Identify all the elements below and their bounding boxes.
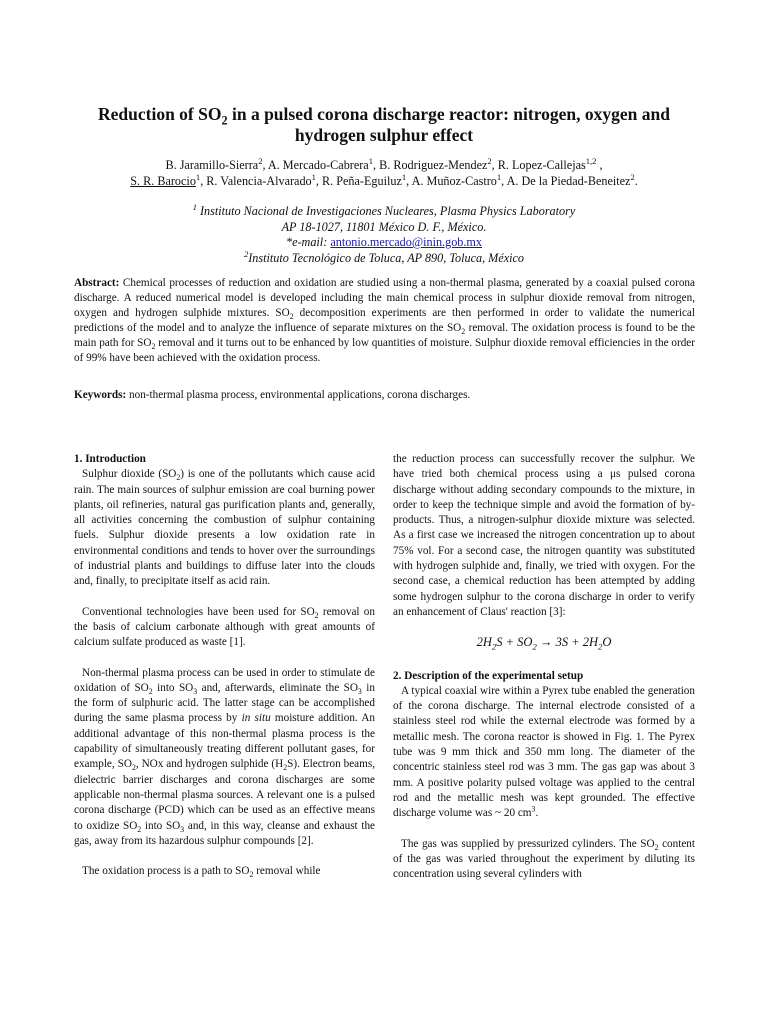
corresponding-author: S. R. Barocio — [130, 174, 196, 188]
section-heading-experimental-setup: 2. Description of the experimental setup — [393, 669, 584, 682]
equation-claus-reaction: $2H_2S + SO_2 \to 3S + 2H_2O$ — [476, 635, 612, 652]
paper-title: Reduction of $SO_2$ in a pulsed corona discharge reactor: nitrogen, oxygen and hydrogen sulphur effect — [98, 104, 670, 145]
paragraph: Conventional technologies have been used for $SO_2$ removal on the basis of calcium carbonate although with great amounts of calcium sulfate produced as waste [1]. — [74, 605, 375, 649]
email-link[interactable]: antonio.mercado@inin.gob.mx — [330, 235, 483, 249]
keywords: Keywords: non-thermal plasma process, environmental applications, corona discharges. — [74, 389, 471, 401]
left-column — [74, 452, 375, 894]
paragraph: A typical coaxial wire within a Pyrex tube enabled the generation of the corona discharge. The internal electrode consisted of a stainless steel rod while the external electrode was formed by a metallic mesh. The corona reactor is showed in Fig. 1. The Pyrex tube was 9 mm thick and 350 mm long. The diameter of the concentric stainless steel rod was 3 mm. The gas gap was about 3 mm. A positive polarity pulsed voltage was applied to the central rod and the metallic mesh was kept grounded. The effective discharge volume was ~ 20 $cm^3$. — [393, 684, 695, 820]
paragraph: The gas was supplied by pressurized cylinders. The $SO_2$ content of the gas was varied throughout the experiment by diluting its concentration using several cylinders with — [393, 837, 695, 881]
affiliations: $^1$ Instituto Nacional de Investigaciones Nucleares, Plasma Physics Laboratory AP 18-1027, 11801 México D. F., México. *e-mail: antonio.mercado@inin.gob.mx $^2$Instituto Tecnológico de Toluca, AP 890, Toluca, México — [192, 201, 576, 265]
paragraph: Sulphur dioxide $(SO_2)$ is one of the pollutants which cause acid rain. The main sources of sulphur emission are coal burning power plants, oil refineries, natural gas purification plants and, generally, all activities concerning the combustion of sulphur containing fuels. Sulphur dioxide presents a low oxidation rate in environmental conditions and tends to hover over the surroundings of industrial plants and buildings to diffuse later into the clouds and, finally, to precipitate itself as acid rain. — [74, 468, 375, 588]
paragraph: the reduction process can successfully recover the sulphur. We have tried both chemical process using a μs pulsed corona discharge without adding secondary compounds to the mixture, in order to keep the technique simple and avoid the formation of by-products. Thus, a nitrogen-sulphur dioxide mixture was selected. As a first case we increased the nitrogen concentration up to about 75% vol. For a second case, the nitrogen quantity was substituted with hydrogen sulphide and, finally, we tried with oxygen. For the second case, a chemical reduction has been attempted by adding some hydrogen sulphur to the corona discharge in order to verify an enhancement of Claus' reaction [3]: — [393, 453, 695, 618]
paragraph: The oxidation process is a path to $SO_2$ removal while — [82, 865, 321, 880]
paragraph: Non-thermal plasma process can be used in order to stimulate de oxidation of $SO_2$ into $SO_3$ and, afterwards, eliminate the $SO_3$ in the form of sulphuric acid. The latter stage can be accomplished during the same plasma process by in situ moisture addition. An additional advantage of this non-thermal plasma process is the capability of simultaneously treating different pollutant gases, for example, $SO_2$, NOx and hydrogen sulphide $(H_2S)$. Electron beams, dielectric barrier discharges and corona discharges are some applicable non-thermal plasma sources. A relevant one is a pulsed corona discharge (PCD) which can be used as an effective means to oxidize $SO_2$ into $SO_3$ and, in this way, cleanse and exhaust the gas, away from its hazardous sulphur compounds [2]. — [74, 666, 376, 847]
right-column — [393, 452, 695, 897]
author-list: B. Jaramillo-Sierra$^2$, A. Mercado-Cabrera$^1$, B. Rodriguez-Mendez$^2$, R. Lopez-Callejas$^{1,2}$ , S. R. Barocio$^1$, R. Valencia-Alvarado$^1$, R. Peña-Eguiluz$^1$, A. Muñoz-Castro$^1$, A. De la Piedad-Beneitez$^2$. — [130, 155, 638, 188]
section-heading-introduction: 1. Introduction — [74, 453, 146, 465]
abstract: Abstract: Chemical processes of reduction and oxidation are studied using a non-thermal plasma, generated by a coaxial pulsed corona discharge. A reduced numerical model is developed including the main chemical process in sulphur dioxide removal from nitrogen, oxygen and hydrogen sulphide mixtures. $SO_2$ decomposition experiments are then performed in order to validate the numerical predictions of the model and to analyze the influence of separate mixtures on the $SO_2$ removal. The oxidation process is found to be the main path for $SO_2$ removal and it turns out to be enhanced by low quantities of moisture. Sulphur dioxide removal efficiencies in the order of 99% have been achieved with the oxidation process. — [74, 277, 696, 364]
